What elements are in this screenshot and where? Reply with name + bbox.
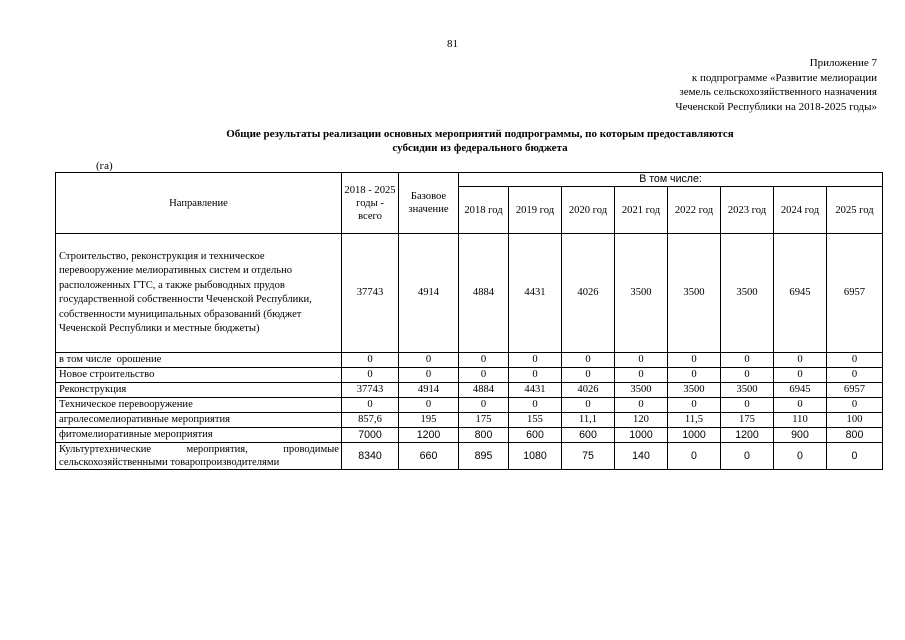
cell-year: 100	[827, 413, 883, 428]
cell-year: 0	[562, 353, 615, 368]
cell-base: 0	[399, 368, 459, 383]
cell-year: 0	[668, 368, 721, 383]
cell-year: 0	[774, 353, 827, 368]
results-table	[55, 172, 883, 470]
cell-year: 600	[562, 428, 615, 443]
cell-year: 0	[774, 443, 827, 470]
cell-year: 1200	[721, 428, 774, 443]
table-row	[56, 428, 883, 443]
title-line: субсидии из федерального бюджета	[392, 142, 568, 154]
cell-year: 75	[562, 443, 615, 470]
cell-year: 140	[615, 443, 668, 470]
cell-year: 0	[668, 443, 721, 470]
document-title	[140, 127, 820, 155]
cell-year: 0	[562, 368, 615, 383]
cell-year: 600	[509, 428, 562, 443]
cell-year: 6957	[827, 383, 883, 398]
cell-year: 0	[827, 368, 883, 383]
appendix-line: к подпрограмме «Развитие мелиорации	[691, 71, 877, 84]
cell-year: 895	[459, 443, 509, 470]
cell-year: 1000	[615, 428, 668, 443]
cell-year: 0	[615, 353, 668, 368]
header-year: 2020 год	[562, 187, 615, 234]
header-year: 2024 год	[774, 187, 827, 234]
table-row	[56, 398, 883, 413]
cell-year: 0	[668, 353, 721, 368]
header-base: Базовое значение	[399, 173, 459, 234]
appendix-line: Приложение 7	[809, 57, 877, 69]
cell-year: 0	[509, 353, 562, 368]
table-row	[56, 234, 883, 353]
cell-year: 3500	[615, 383, 668, 398]
cell-total: 0	[342, 398, 399, 413]
header-year: 2023 год	[721, 187, 774, 234]
header-including: В том числе:	[459, 173, 883, 187]
cell-year: 0	[459, 398, 509, 413]
unit-label: (га)	[96, 160, 113, 172]
cell-year: 4431	[509, 234, 562, 353]
cell-year: 175	[721, 413, 774, 428]
cell-year: 175	[459, 413, 509, 428]
cell-year: 0	[509, 398, 562, 413]
table-row	[56, 443, 883, 470]
table-row	[56, 383, 883, 398]
cell-year: 0	[774, 398, 827, 413]
cell-year: 3500	[615, 234, 668, 353]
cell-year: 4884	[459, 383, 509, 398]
cell-year: 0	[827, 353, 883, 368]
cell-year: 0	[721, 353, 774, 368]
cell-total: 0	[342, 368, 399, 383]
cell-year: 0	[459, 368, 509, 383]
title-line: Общие результаты реализации основных мероприятий подпрограммы, по которым предоставляются	[226, 128, 734, 140]
page-number: 81	[447, 38, 458, 50]
cell-base: 4914	[399, 383, 459, 398]
cell-base: 1200	[399, 428, 459, 443]
row-label: в том числе орошение	[56, 353, 342, 368]
cell-year: 800	[827, 428, 883, 443]
cell-year: 155	[509, 413, 562, 428]
cell-year: 0	[459, 353, 509, 368]
cell-total: 7000	[342, 428, 399, 443]
header-year: 2021 год	[615, 187, 668, 234]
header-year: 2019 год	[509, 187, 562, 234]
cell-year: 0	[562, 398, 615, 413]
cell-year: 3500	[721, 234, 774, 353]
appendix-line: земель сельскохозяйственного назначения	[679, 86, 877, 99]
cell-year: 6945	[774, 383, 827, 398]
cell-year: 110	[774, 413, 827, 428]
header-year: 2025 год	[827, 187, 883, 234]
cell-base: 0	[399, 398, 459, 413]
row-label: фитомелиоративные мероприятия	[56, 428, 342, 443]
header-year: 2018 год	[459, 187, 509, 234]
cell-year: 3500	[721, 383, 774, 398]
cell-year: 3500	[668, 234, 721, 353]
cell-year: 6945	[774, 234, 827, 353]
cell-year: 11,5	[668, 413, 721, 428]
cell-total: 857,6	[342, 413, 399, 428]
cell-year: 900	[774, 428, 827, 443]
cell-total: 8340	[342, 443, 399, 470]
cell-base: 195	[399, 413, 459, 428]
cell-year: 11,1	[562, 413, 615, 428]
cell-year: 0	[615, 398, 668, 413]
cell-year: 0	[721, 368, 774, 383]
header-year: 2022 год	[668, 187, 721, 234]
row-label: Новое строительство	[56, 368, 342, 383]
cell-year: 0	[509, 368, 562, 383]
row-label: Культуртехнические мероприятия, проводимые сельскохозяйственными товаропроизводителями	[56, 443, 342, 470]
cell-year: 4026	[562, 234, 615, 353]
cell-year: 120	[615, 413, 668, 428]
cell-year: 800	[459, 428, 509, 443]
table-row	[56, 413, 883, 428]
row-label: Строительство, реконструкция и техническое перевооружение мелиоративных систем и отдельно расположенных ГТС, а также рыбоводных прудов государственной собственности Чеченской Республики, собственности муниципальных образований (бюджет Чеченской Республики и местные бюджеты)	[56, 234, 342, 353]
row-label: агролесомелиоративные мероприятия	[56, 413, 342, 428]
cell-year: 4884	[459, 234, 509, 353]
cell-base: 4914	[399, 234, 459, 353]
cell-total: 0	[342, 353, 399, 368]
cell-year: 1080	[509, 443, 562, 470]
cell-total: 37743	[342, 234, 399, 353]
cell-base: 660	[399, 443, 459, 470]
row-label: Техническое перевооружение	[56, 398, 342, 413]
cell-year: 0	[615, 368, 668, 383]
cell-year: 0	[774, 368, 827, 383]
cell-year: 4431	[509, 383, 562, 398]
header-total: 2018 - 2025 годы - всего	[342, 173, 399, 234]
appendix-line: Чеченской Республики на 2018-2025 годы»	[675, 100, 877, 113]
table-row	[56, 368, 883, 383]
cell-year: 0	[827, 443, 883, 470]
cell-total: 37743	[342, 383, 399, 398]
row-label: Реконструкция	[56, 383, 342, 398]
cell-year: 6957	[827, 234, 883, 353]
table-row	[56, 353, 883, 368]
cell-year: 0	[827, 398, 883, 413]
cell-year: 0	[668, 398, 721, 413]
cell-base: 0	[399, 353, 459, 368]
header-direction: Направление	[56, 173, 342, 234]
cell-year: 0	[721, 443, 774, 470]
cell-year: 4026	[562, 383, 615, 398]
cell-year: 0	[721, 398, 774, 413]
appendix-header	[675, 56, 877, 114]
cell-year: 1000	[668, 428, 721, 443]
cell-year: 3500	[668, 383, 721, 398]
